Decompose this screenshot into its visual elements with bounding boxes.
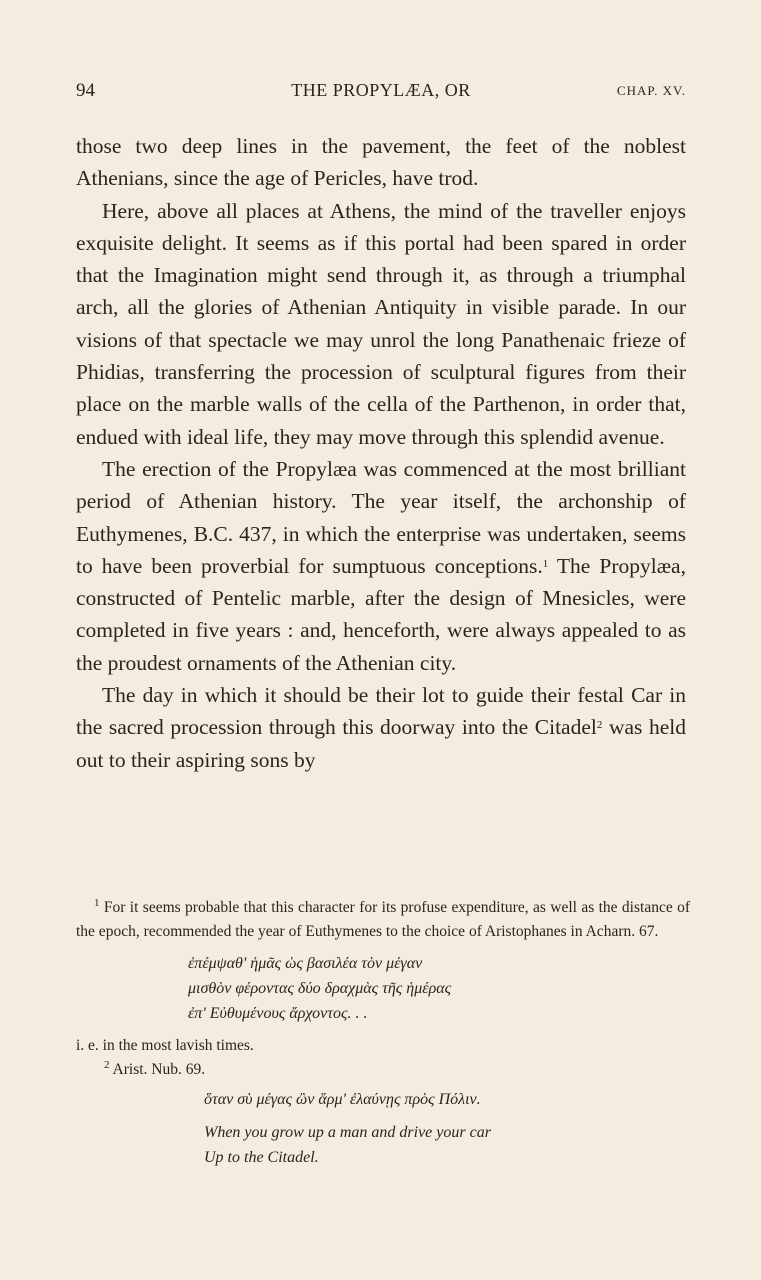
footnote-ref-1: 1: [542, 557, 549, 570]
footnote-mark-2: 2: [104, 1058, 110, 1071]
greek-line-4: ὅταν σὺ μέγας ὢν ἅρμ' ἐλαύνῃς πρὸς Πόλιν.: [204, 1091, 481, 1108]
greek-line-2: μισθὸν φέροντας δύο δραχμὰς τῆς ἡμέρας: [188, 980, 452, 997]
paragraph-4-part-b: was held out to their aspiring sons by: [76, 715, 686, 772]
english-line-2: Up to the Citadel.: [204, 1149, 319, 1166]
footnote-1-gloss: i. e. in the most lavish times.: [76, 1037, 254, 1054]
paragraph-3-part-c: The Propylæa, constructed of Pentelic marble, after the design of Mnesicles, were completed in five years : and, henceforth, were always appealed to as the proudest ornaments of the Athenian city.: [76, 553, 686, 675]
footnote-1-text: For it seems probable that this character for its profuse expenditure, as well as the distance of the epoch, recommended the year of Euthymenes to the choice of Aristophanes in Acharn. 67.: [76, 899, 690, 940]
bc-abbrev: B.C.: [193, 521, 234, 546]
greek-quote-1: [188, 951, 690, 1026]
footnote-2-text: Arist. Nub. 69.: [112, 1060, 206, 1078]
chapter-label: CHAP. XV.: [616, 83, 686, 98]
page-header: [76, 80, 686, 106]
paragraph-4-part-a: The day in which it should be their lot to guide their festal Car in the sacred procession through this doorway into the Citadel: [76, 683, 686, 740]
footnote-ref-2: 2: [596, 719, 603, 732]
greek-quote-2: [204, 1087, 690, 1170]
footnotes: [76, 896, 690, 1170]
body-text: [76, 130, 686, 776]
footnote-mark-1: 1: [94, 897, 100, 909]
footnote-1: [76, 896, 690, 943]
paragraph-3-part-b: 437, in which the enterprise was undertaken, seems to have been proverbial for sumptuous conceptions.: [76, 521, 686, 578]
running-title: THE PROPYLÆA, OR: [291, 80, 471, 100]
paragraph-1: those two deep lines in the pavement, the feet of the noblest Athenians, since the age of Pericles, have trod.: [76, 134, 686, 191]
footnote-2: [86, 1058, 690, 1082]
paragraph-2: Here, above all places at Athens, the mind of the traveller enjoys exquisite delight. It seems as if this portal had been spared in order that the Imagination might send through it, as through a triumphal arch, all the glories of Athenian Antiquity in visible parade. In our visions of that spectacle we may unrol the long Panathenaic frieze of Phidias, transferring the procession of sculptural figures from their place on the marble walls of the cella of the Parthenon, in order that, endued with ideal life, they may move through this splendid avenue.: [76, 198, 686, 449]
greek-line-3: ἐπ' Εὐθυμένους ἄρχοντος. . .: [188, 1005, 368, 1022]
paragraph-3: [76, 453, 686, 679]
english-line-1: When you grow up a man and drive your car: [204, 1124, 491, 1141]
paragraph-3-part-a: The erection of the Propylæa was commenced at the most brilliant period of Athenian history. The year itself, the archonship of Euthymenes,: [76, 456, 686, 546]
page-number: 94: [76, 80, 95, 101]
paragraph-4: [76, 679, 686, 776]
greek-line-1: ἐπέμψαθ' ἡμᾶς ὡς βασιλέα τὸν μέγαν: [188, 955, 423, 972]
